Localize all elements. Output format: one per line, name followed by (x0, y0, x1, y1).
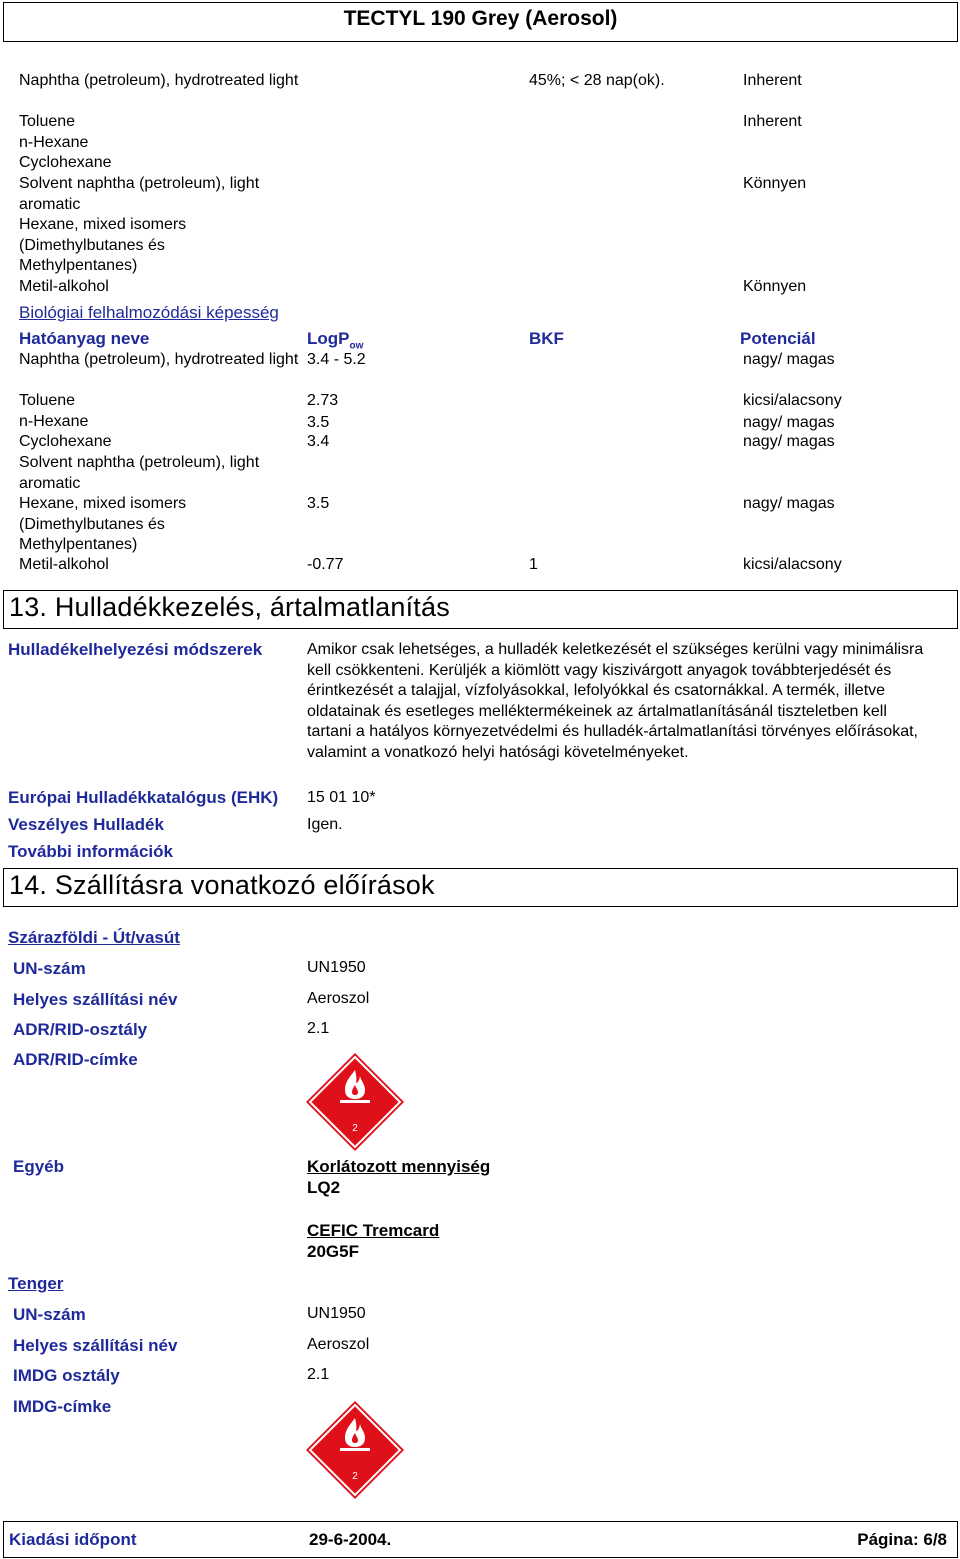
potential-value: nagy/ magas (743, 495, 835, 512)
hazardous-waste-value: Igen. (307, 816, 343, 833)
logp-value: 3.5 (307, 414, 330, 431)
flammable-gas-placard-icon (305, 1052, 405, 1152)
ewc-label: Európai Hulladékkatalógus (EHK) (8, 788, 279, 807)
land-shipping-name-label: Helyes szállítási név (13, 990, 178, 1009)
degradability-result: Könnyen (743, 278, 807, 295)
adr-class-value: 2.1 (307, 1020, 330, 1037)
limited-quantity-value: LQ2 (307, 1178, 341, 1197)
other-label: Egyéb (13, 1157, 65, 1176)
test-result: 45%; < 28 nap(ok). (529, 72, 665, 89)
svg-text:2: 2 (352, 1471, 358, 1482)
substance-name: Naphtha (petroleum), hydrotreated light (19, 72, 299, 89)
substance-name: Hexane, mixed isomers (Dimethylbutanes és Methylpentanes) (19, 216, 187, 274)
svg-text:2: 2 (352, 1123, 358, 1134)
flammable-gas-placard-icon (305, 1400, 405, 1500)
column-header-potential: Potenciál (740, 329, 816, 348)
hazardous-waste-label: Veszélyes Hulladék (8, 815, 164, 834)
substance-name: Solvent naphtha (petroleum), light aromatic (19, 454, 260, 492)
substance-name: Hexane, mixed isomers (Dimethylbutanes és Methylpentanes) (19, 495, 187, 553)
substance-name: Cyclohexane (19, 154, 112, 171)
section-13-title: 13. Hulladékkezelés, ártalmatlanítás (9, 592, 450, 622)
tremcard-value: 20G5F (307, 1242, 359, 1261)
land-un-value: UN1950 (307, 959, 366, 976)
sea-shipping-name-label: Helyes szállítási név (13, 1336, 178, 1355)
issue-date-label: Kiadási időpont (9, 1530, 137, 1549)
column-header-logp: LogP$_{ow}$ (307, 329, 364, 352)
substance-name: n-Hexane (19, 134, 89, 151)
substance-name: Naphtha (petroleum), hydrotreated light (19, 351, 299, 368)
substance-name: Metil-alkohol (19, 556, 109, 573)
substance-name: n-Hexane (19, 413, 89, 430)
logp-value: 3.5 (307, 495, 330, 512)
more-info-label: További információk (8, 842, 173, 861)
logp-value: 2.73 (307, 392, 339, 409)
land-transport-heading: Szárazföldi - Út/vasút (8, 928, 180, 947)
disposal-methods-text: Amikor csak lehetséges, a hulladék keletkezését el szükséges kerülni vagy minimálisra kell csökkenteni. Kerüljék a kiömlött vagy kiszivárgott anyagok továbbterjedését és érintkezését a talajjal, vízfolyásokkal, lefolyókkal és csatornákkal. A termék, illetve oldatainak és esetleges melléktermékeinek az ártalmatlanításánál tiszteletben kell tartani a hatályos környezetvédelmi és hulladék-ártalmatlanítási törvényes előírásokat, valamint a vonatkozó helyi hatósági követelményeket. (307, 641, 924, 761)
potential-value: kicsi/alacsony (743, 556, 842, 573)
table-row (19, 71, 299, 92)
column-header-name: Hatóanyag neve (19, 329, 150, 348)
potential-value: kicsi/alacsony (743, 392, 842, 409)
potential-value: nagy/ magas (743, 433, 835, 450)
sea-transport-heading: Tenger (8, 1274, 64, 1293)
section-13-header (3, 590, 958, 629)
adr-label-label: ADR/RID-címke (13, 1050, 138, 1069)
degradability-result: Inherent (743, 113, 802, 130)
section-14-header (3, 868, 958, 907)
substance-name: Toluene (19, 392, 76, 409)
section-14-title: 14. Szállításra vonatkozó előírások (9, 870, 435, 900)
limited-quantity-title: Korlátozott mennyiség (307, 1157, 491, 1176)
logp-value: 3.4 - 5.2 (307, 351, 366, 368)
page-number: Página: 6/8 (857, 1530, 947, 1549)
issue-date-value: 29-6-2004. (309, 1530, 392, 1549)
document-header (3, 2, 958, 42)
tremcard-title: CEFIC Tremcard (307, 1221, 440, 1240)
imdg-class-label: IMDG osztály (13, 1366, 120, 1385)
substance-name: Cyclohexane (19, 433, 112, 450)
logp-value: 3.4 (307, 433, 330, 450)
land-shipping-name-value: Aeroszol (307, 990, 370, 1007)
logp-value: -0.77 (307, 556, 344, 573)
document-title: TECTYL 190 Grey (Aerosol) (343, 7, 618, 30)
sea-shipping-name-value: Aeroszol (307, 1336, 370, 1353)
imdg-class-value: 2.1 (307, 1366, 330, 1383)
substance-name: Metil-alkohol (19, 278, 109, 295)
substance-name: Solvent naphtha (petroleum), light aromatic (19, 175, 260, 213)
adr-class-label: ADR/RID-osztály (13, 1020, 148, 1039)
column-header-bkf: BKF (529, 329, 564, 348)
sea-un-value: UN1950 (307, 1305, 366, 1322)
degradability-result: Könnyen (743, 175, 807, 192)
substance-name: Toluene (19, 113, 76, 130)
imdg-label-label: IMDG-címke (13, 1397, 112, 1416)
bioaccumulation-heading: Biológiai felhalmozódási képesség (19, 303, 279, 322)
potential-value: nagy/ magas (743, 351, 835, 368)
bkf-value: 1 (529, 556, 538, 573)
ewc-value: 15 01 10* (307, 789, 376, 806)
potential-value: nagy/ magas (743, 414, 835, 431)
sea-un-label: UN-szám (13, 1305, 86, 1324)
land-un-label: UN-szám (13, 959, 86, 978)
document-footer (3, 1521, 958, 1558)
disposal-methods-label: Hulladékelhelyezési módszerek (8, 640, 263, 659)
degradability-result: Inherent (743, 72, 802, 89)
